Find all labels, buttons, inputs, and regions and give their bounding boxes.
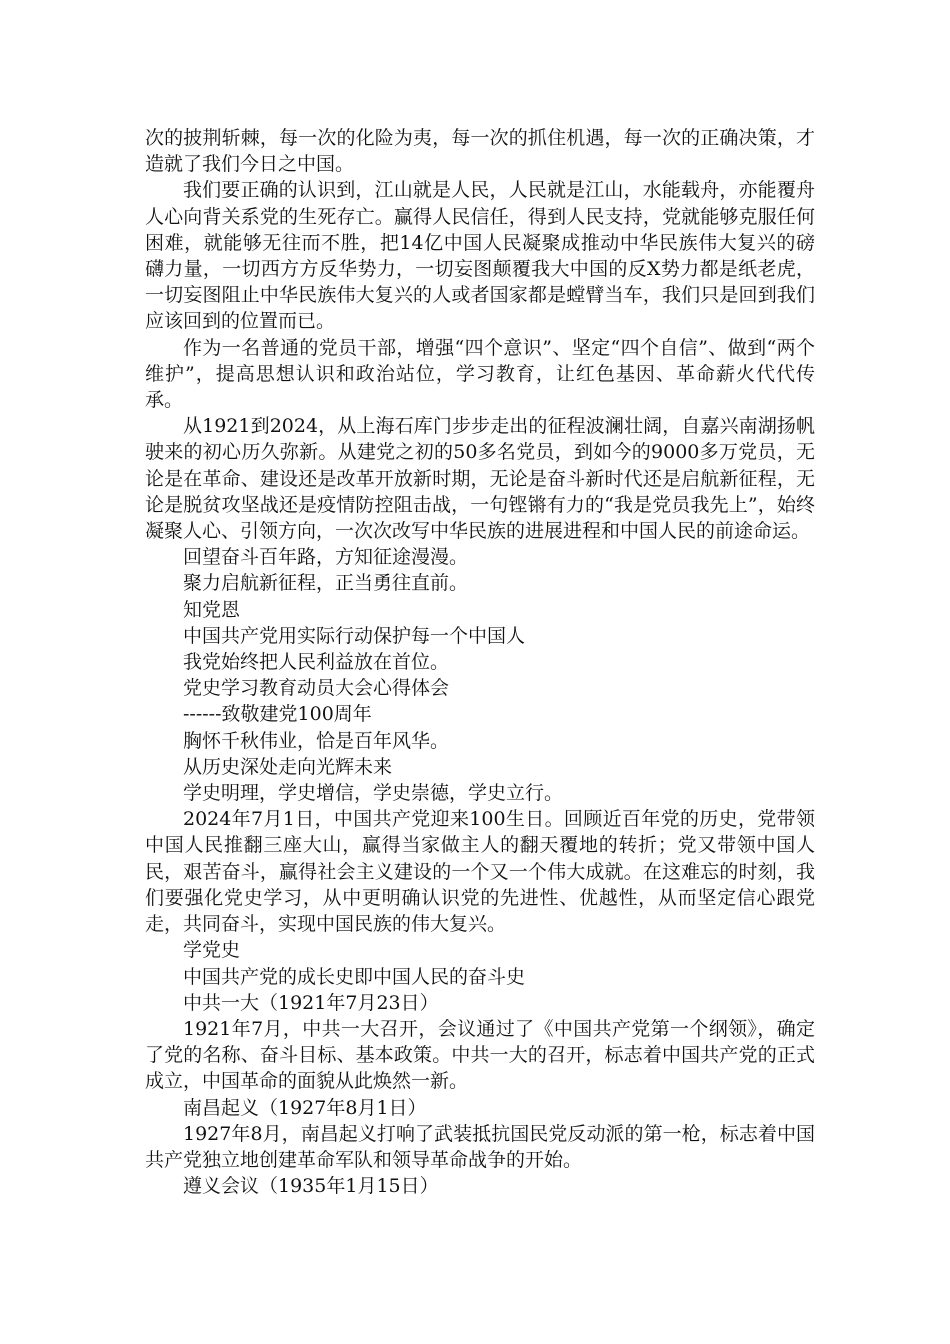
heading-know-party-grace: 知党恩 [183, 598, 241, 621]
heading-study-meeting: 党史学习教育动员大会心得体会 [183, 677, 450, 700]
paragraph-centenary: 2024年7月1日，中国共产党迎来100生日。回顾近百年党的历史，党带领中国人民推翻三座大山，赢得当家做主人的翻天覆地的转折；党又带领中国人民，艰苦奋斗，赢得社会主义建设的一个又一个伟大成就。在这难忘的时刻，我们要强化党史学习，从中更明确认识党的先进性、优越性，从而坚定信心跟党走，共同奋斗，实现中国民族的伟大复兴。 [145, 808, 815, 936]
heading-first-congress: 中共一大（1921年7月23日） [183, 991, 439, 1014]
paragraph-continuation: 次的披荆斩棘，每一次的化险为夷，每一次的抓住机遇，每一次的正确决策，才造就了我们今日之中国。 [145, 127, 815, 176]
paragraph-nanchang-uprising: 1927年8月，南昌起义打响了武装抵抗国民党反动派的第一枪，标志着中国共产党独立地创建革命军队和领导革命战争的开始。 [145, 1122, 815, 1171]
heading-learn-party-history: 学党史 [183, 939, 241, 962]
document-body [145, 125, 815, 1199]
line-new-journey: 聚力启航新征程，正当勇往直前。 [183, 572, 469, 595]
line-great-cause: 胸怀千秋伟业，恰是百年风华。 [183, 729, 450, 752]
line-look-back: 回望奋斗百年路，方知征途漫漫。 [183, 546, 469, 569]
line-history-to-future: 从历史深处走向光辉未来 [183, 755, 393, 778]
heading-zunyi-conference: 遵义会议（1935年1月15日） [183, 1175, 439, 1198]
heading-nanchang-uprising: 南昌起义（1927年8月1日） [183, 1096, 427, 1119]
paragraph-people-mountains: 我们要正确的认识到，江山就是人民，人民就是江山，水能载舟，亦能覆舟人心向背关系党的生死存亡。赢得人民信任，得到人民支持，党就能够克服任何困难，就能够无往而不胜，把14亿中国人民凝聚成推动中华民族伟大复兴的磅礴力量，一切西方方反华势力，一切妄图颠覆我大中国的反X势力都是纸老虎，一切妄图阻止中华民族伟大复兴的人或者国家都是螳臂当车，我们只是回到我们应该回到的位置而已。 [145, 179, 815, 333]
paragraph-1921-2024: 从1921到2024，从上海石库门步步走出的征程波澜壮阔，自嘉兴南湖扬帆驶来的初心历久弥新。从建党之初的50多名党员，到如今的9000多万党员，无论是在革命、建设还是改革开放新时期，无论是奋斗新时代还是启航新征程，无论是脱贫攻坚战还是疫情防控阻击战，一句铿锵有力的“我是党员我先上”，始终凝聚人心、引领方向，一次次改写中华民族的进展进程和中国人民的前途命运。 [145, 415, 815, 543]
paragraph-first-congress: 1921年7月，中共一大召开，会议通过了《中国共产党第一个纲领》，确定了党的名称、奋斗目标、基本政策。中共一大的召开，标志着中国共产党的正式成立，中国革命的面貌从此焕然一新。 [145, 1017, 815, 1093]
line-protect-every-person: 中国共产党用实际行动保护每一个中国人 [183, 624, 526, 647]
line-growth-history: 中国共产党的成长史即中国人民的奋斗史 [183, 965, 526, 988]
subheading-tribute: ------致敬建党100周年 [183, 703, 372, 726]
line-study-history: 学史明理，学史增信，学史崇德，学史立行。 [183, 782, 564, 805]
paragraph-party-cadre: 作为一名普通的党员干部，增强“四个意识”、坚定“四个自信”、做到“两个维护”，提高思想认识和政治站位，学习教育，让红色基因、革命薪火代代传承。 [145, 336, 815, 412]
line-people-first: 我党始终把人民利益放在首位。 [183, 651, 450, 674]
